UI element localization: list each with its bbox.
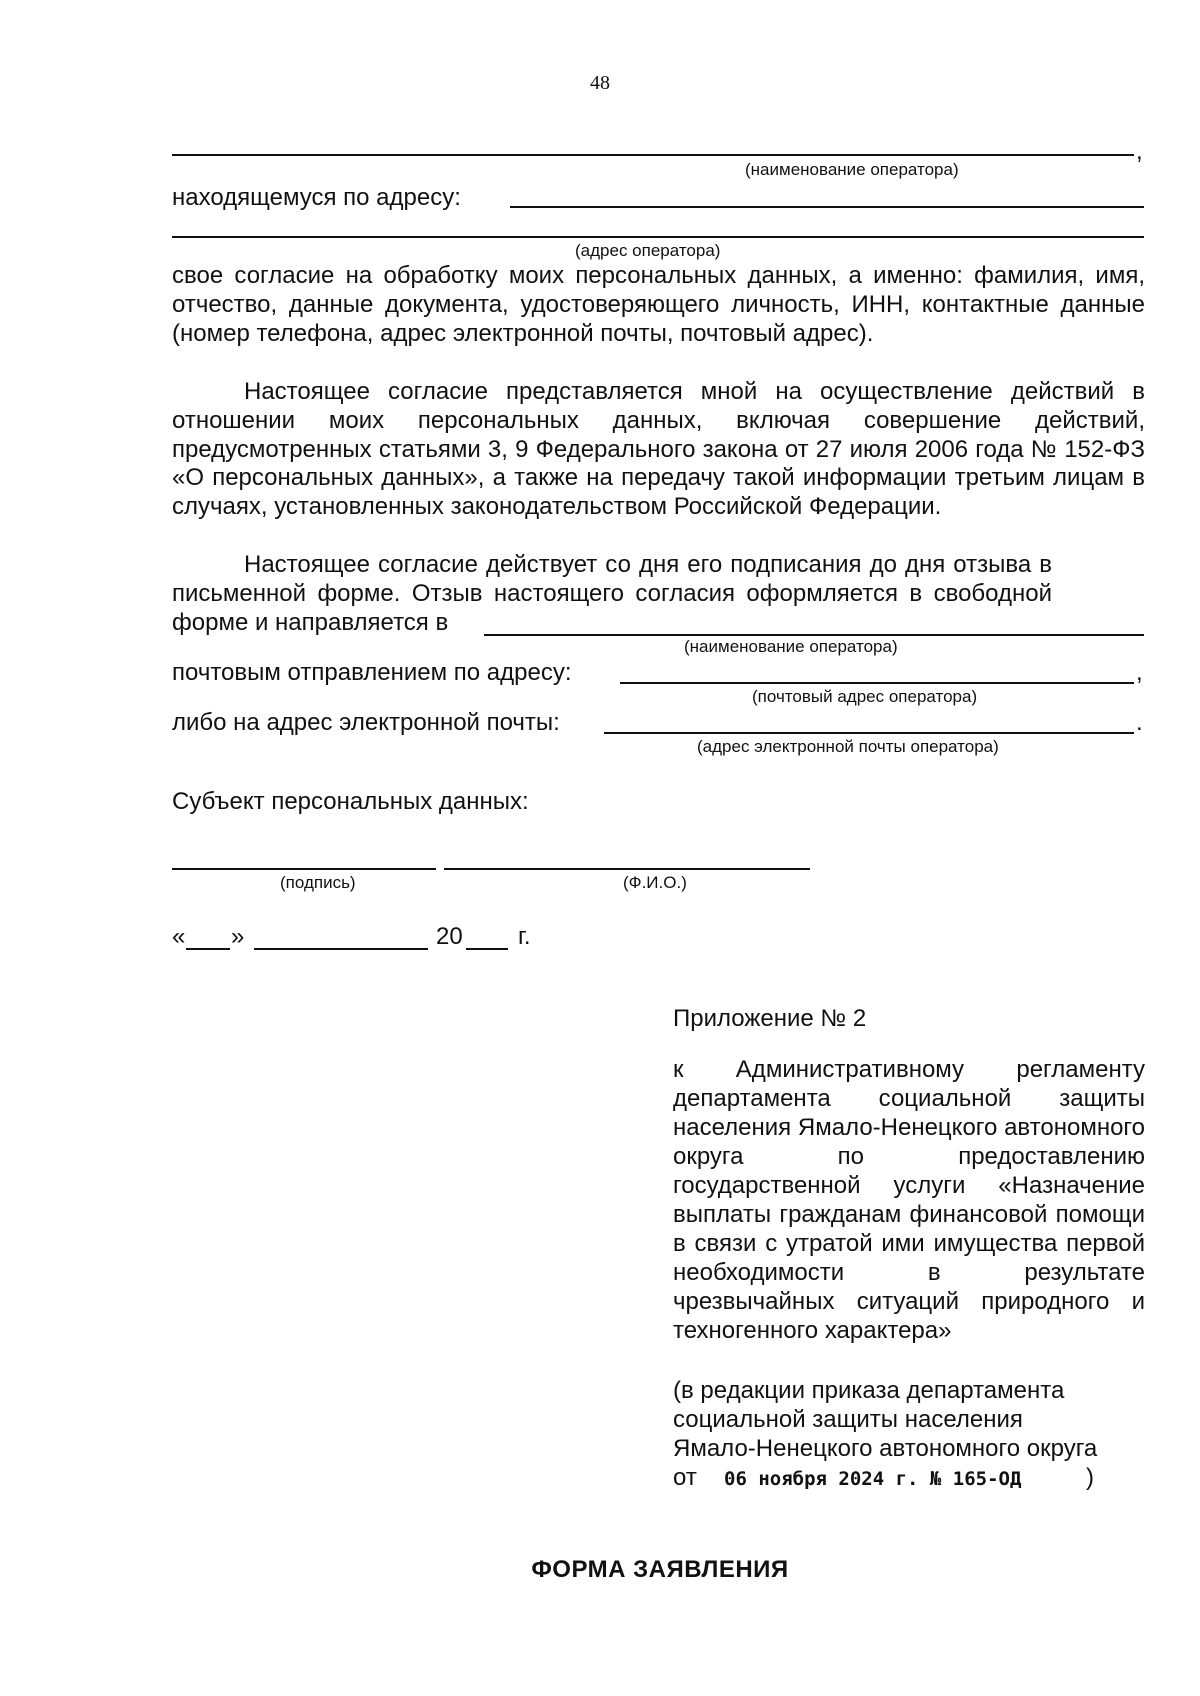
full-name-caption: (Ф.И.О.) (623, 873, 687, 892)
email-address-line (604, 732, 1134, 734)
operator-name-caption: (наименование оператора) (745, 160, 959, 179)
appendix-from-prefix: от (673, 1464, 697, 1491)
revocation-operator-caption: (наименование оператора) (684, 637, 898, 656)
postal-address-comma: , (1136, 659, 1143, 686)
postal-address-caption: (почтовый адрес оператора) (752, 687, 978, 706)
appendix-edition-line-2: социальной защиты населения (673, 1406, 1023, 1433)
operator-address-line-1 (510, 206, 1144, 208)
date-year-suffix: г. (518, 923, 531, 950)
page-number: 48 (590, 72, 610, 94)
date-open-quote: « (172, 923, 186, 950)
date-month-line (254, 948, 428, 950)
consent-validity-paragraph: Настоящее согласие действует со дня его подписания до дня отзыва в письменной форме. Отзыв настоящего согласия оформляется в свободной форме и направляется в (172, 551, 1052, 636)
postal-address-label: почтовым отправлением по адресу: (172, 659, 572, 686)
consent-purpose-paragraph: Настоящее согласие представляется мной на осуществление действий в отношении моих персональных данных, включая совершение действий, предусмотренных статьями 3, 9 Федерального закона от 27 июля 2006 года № 152-ФЗ «О персональных данных», а также на передачу такой информации третьим лицам в случаях, установленных законодательством Российской Федерации. (172, 378, 1145, 521)
appendix-edition-line-3: Ямало-Ненецкого автономного округа (673, 1435, 1098, 1462)
email-address-caption: (адрес электронной почты оператора) (697, 737, 999, 756)
appendix-edition-line-1: (в редакции приказа департамента (673, 1377, 1065, 1404)
order-number-stamp: 06 ноября 2024 г. № 165-ОД (724, 1468, 1022, 1490)
signature-line (172, 868, 436, 870)
subject-label: Субъект персональных данных: (172, 788, 529, 815)
revocation-operator-line (484, 634, 1144, 636)
email-address-period: . (1136, 709, 1143, 736)
appendix-closing-paren: ) (1086, 1464, 1094, 1491)
operator-address-caption: (адрес оператора) (575, 241, 721, 260)
consent-scope-paragraph: свое согласие на обработку моих персональных данных, а именно: фамилия, имя, отчество, данные документа, удостоверяющего личность, ИНН, контактные данные (номер телефона, адрес электронной почты, почтовый адрес). (172, 262, 1145, 347)
date-year-line (466, 948, 508, 950)
signature-caption: (подпись) (280, 873, 356, 892)
date-day-line (186, 948, 230, 950)
date-close-quote: » (231, 923, 245, 950)
operator-name-comma: , (1136, 138, 1143, 165)
postal-address-line (620, 682, 1134, 684)
date-year-prefix: 20 (436, 923, 463, 950)
email-address-label: либо на адрес электронной почты: (172, 709, 560, 736)
operator-address-line-2 (172, 236, 1144, 238)
appendix-body: к Административному регламенту департамента социальной защиты населения Ямало-Ненецкого автономного округа по предоставлению государственной услуги «Назначение выплаты гражданам финансовой помощи в связи с утратой ими имущества первой необходимости в результате чрезвычайных ситуаций природного и техногенного характера» (673, 1056, 1145, 1344)
appendix-title: Приложение № 2 (673, 1005, 867, 1032)
operator-name-line (172, 154, 1134, 156)
full-name-line (444, 868, 810, 870)
operator-address-label: находящемуся по адресу: (172, 184, 461, 211)
form-heading: ФОРМА ЗАЯВЛЕНИЯ (531, 1556, 789, 1583)
